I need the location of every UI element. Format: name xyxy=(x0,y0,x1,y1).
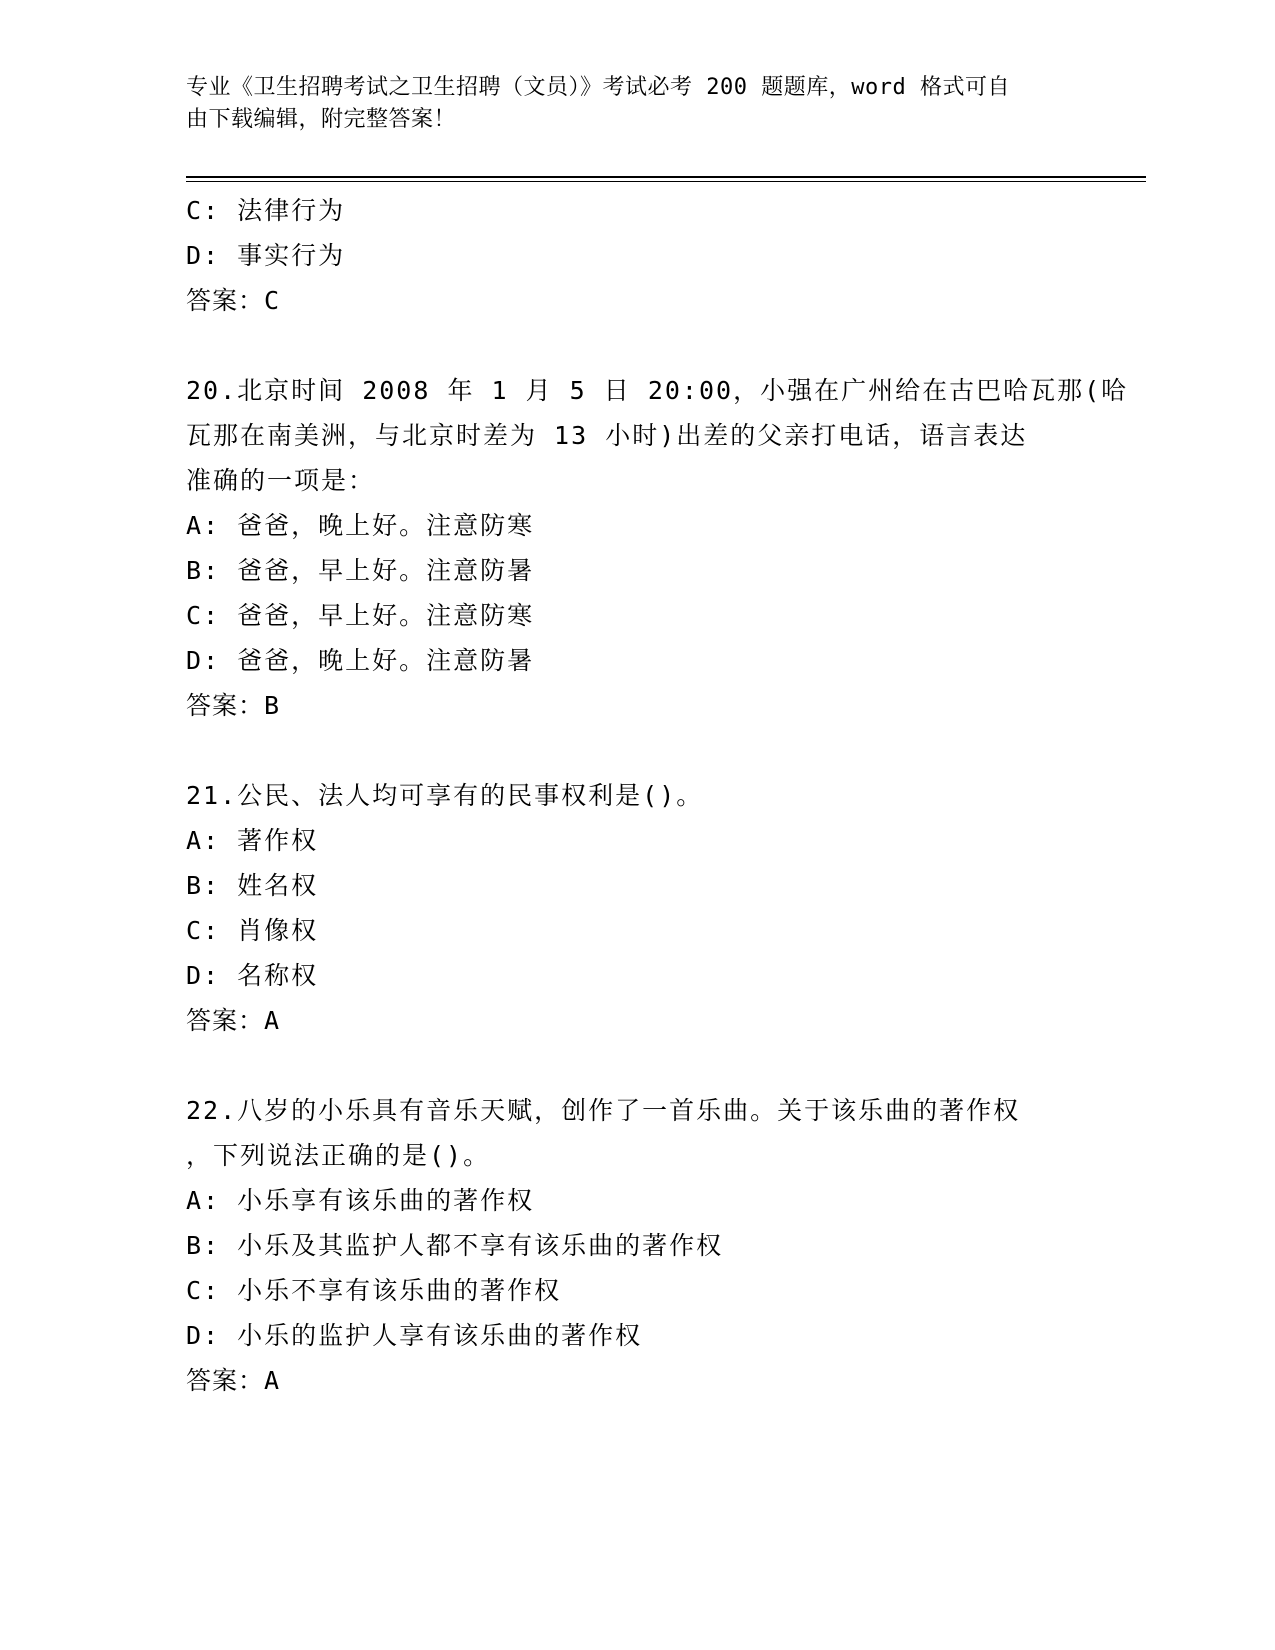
option-a: A: 爸爸，晚上好。注意防寒 xyxy=(186,511,535,540)
answer-line: 答案：A xyxy=(186,1366,281,1395)
document-body xyxy=(186,188,1129,1403)
option-b: B: 姓名权 xyxy=(186,871,319,900)
question-20 xyxy=(186,368,1129,728)
option-c: C: 法律行为 xyxy=(186,196,346,225)
question-21 xyxy=(186,773,1106,1043)
header-line-1: 专业《卫生招聘考试之卫生招聘（文员）》考试必考 200 题题库，word 格式可自 xyxy=(186,75,1010,100)
option-d: D: 小乐的监护人享有该乐曲的著作权 xyxy=(186,1321,643,1350)
answer-line: 答案：B xyxy=(186,691,281,720)
option-d: D: 名称权 xyxy=(186,961,319,990)
option-a: A: 著作权 xyxy=(186,826,319,855)
answer-line: 答案：C xyxy=(186,286,281,315)
option-c: C: 小乐不享有该乐曲的著作权 xyxy=(186,1276,562,1305)
spacer xyxy=(186,323,1106,368)
question-22 xyxy=(186,1088,1106,1403)
spacer xyxy=(186,728,1106,773)
question-stem-line: ，下列说法正确的是()。 xyxy=(186,1141,491,1170)
question-stem-line: 21.公民、法人均可享有的民事权利是()。 xyxy=(186,781,704,810)
question-stem-line: 准确的一项是： xyxy=(186,466,376,495)
question-stem-line: 22.八岁的小乐具有音乐天赋，创作了一首乐曲。关于该乐曲的著作权 xyxy=(186,1096,1021,1125)
option-c: C: 爸爸，早上好。注意防寒 xyxy=(186,601,535,630)
option-d: D: 事实行为 xyxy=(186,241,346,270)
option-d: D: 爸爸，晚上好。注意防暑 xyxy=(186,646,535,675)
question-19-tail xyxy=(186,188,1106,323)
question-stem-line: 瓦那在南美洲，与北京时差为 13 小时)出差的父亲打电话，语言表达 xyxy=(186,421,1028,450)
header-line-2: 由下载编辑，附完整答案！ xyxy=(186,107,457,132)
answer-line: 答案：A xyxy=(186,1006,281,1035)
document-header xyxy=(186,72,1066,136)
spacer xyxy=(186,1043,1106,1088)
question-stem-line: 20.北京时间 2008 年 1 月 5 日 20:00，小强在广州给在古巴哈瓦那(哈 xyxy=(186,376,1129,405)
header-divider xyxy=(186,176,1146,182)
option-b: B: 爸爸，早上好。注意防暑 xyxy=(186,556,535,585)
option-c: C: 肖像权 xyxy=(186,916,319,945)
option-b: B: 小乐及其监护人都不享有该乐曲的著作权 xyxy=(186,1231,724,1260)
option-a: A: 小乐享有该乐曲的著作权 xyxy=(186,1186,535,1215)
